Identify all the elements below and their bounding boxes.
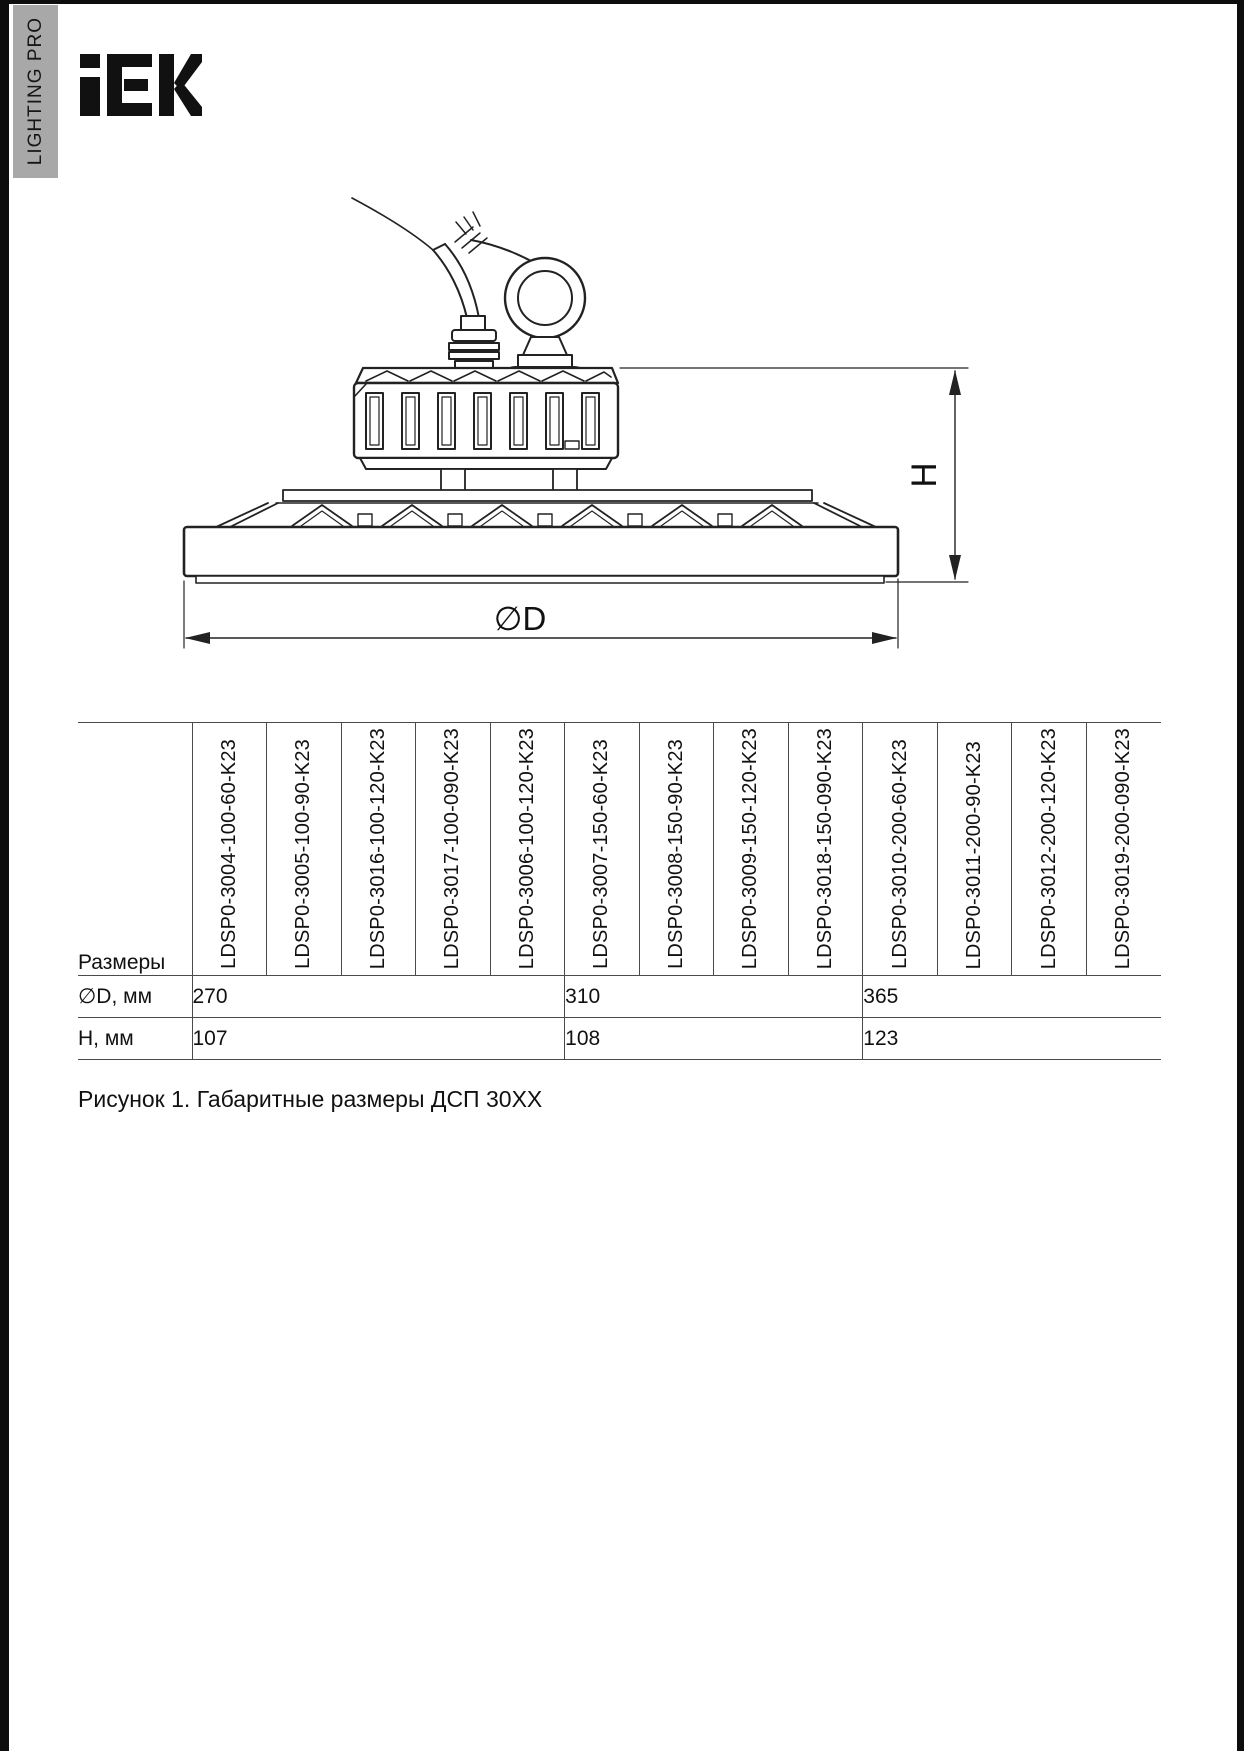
iek-logo-glyphs — [80, 54, 202, 116]
model-column-header: LDSP0-3012-200-120-K23 — [1037, 727, 1060, 969]
page-edge-top — [0, 0, 1244, 4]
height-value-group1: 107 — [192, 1018, 565, 1060]
figure-caption: Рисунок 1. Габаритные размеры ДСП 30ХХ — [78, 1086, 543, 1112]
dim-label-h: H — [905, 462, 944, 488]
table-corner-label: Размеры — [78, 951, 166, 974]
height-value-group2: 108 — [565, 1018, 863, 1060]
model-column-header: LDSP0-3004-100-60-K23 — [217, 739, 240, 969]
height-value-group3: 123 — [863, 1018, 1161, 1060]
model-column-header: LDSP0-3005-100-90-K23 — [292, 739, 315, 969]
dimensions-table — [78, 722, 1161, 1060]
model-column-header: LDSP0-3016-100-120-K23 — [366, 727, 389, 969]
housing-body — [184, 527, 898, 583]
model-column-header: LDSP0-3010-200-60-K23 — [888, 739, 911, 969]
table-row-height — [78, 1018, 1161, 1060]
diameter-value-group2: 310 — [565, 976, 863, 1018]
model-column-header: LDSP0-3009-150-120-K23 — [739, 727, 762, 969]
lighting-pro-label: LIGHTING PRO — [24, 17, 46, 166]
luminaire-dimension-drawing — [0, 190, 1244, 660]
cable-gland — [449, 316, 499, 372]
model-column-header: LDSP0-3019-200-090-K23 — [1112, 727, 1135, 969]
diameter-value-group3: 365 — [863, 976, 1161, 1018]
model-column-header: LDSP0-3008-150-90-K23 — [664, 739, 687, 969]
model-column-header: LDSP0-3018-150-090-K23 — [814, 727, 837, 969]
model-column-header: LDSP0-3011-200-90-K23 — [963, 740, 986, 969]
row-label-height: H, мм — [78, 1018, 192, 1060]
table-header-row — [78, 723, 1161, 976]
mounting-plate — [283, 490, 812, 501]
model-column-header: LDSP0-3007-150-60-K23 — [590, 739, 613, 969]
truss-ribs — [214, 503, 878, 528]
table-row-diameter — [78, 976, 1161, 1018]
model-column-header: LDSP0-3017-100-090-K23 — [441, 727, 464, 969]
support-posts — [441, 469, 577, 492]
model-column-header: LDSP0-3006-100-120-K23 — [515, 727, 538, 969]
lighting-pro-sidebar — [13, 5, 58, 178]
diameter-value-group1: 270 — [192, 976, 565, 1018]
iek-logo — [80, 54, 202, 116]
heatsink-drum — [354, 368, 618, 469]
dim-label-d: ∅D — [493, 600, 547, 637]
row-label-diameter: ∅D, мм — [78, 976, 192, 1018]
